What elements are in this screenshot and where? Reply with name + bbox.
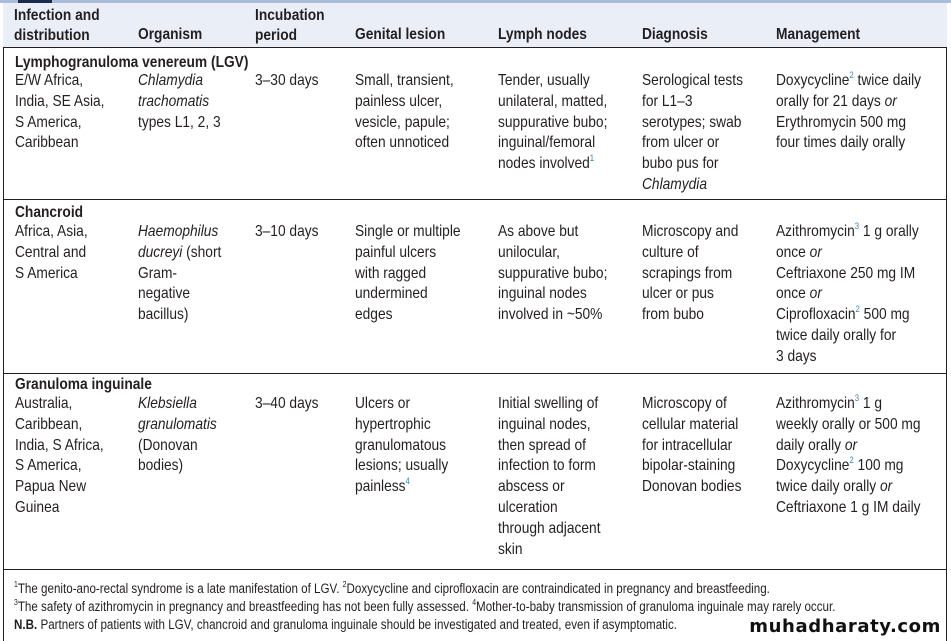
footnote-marker: 1 [14,580,18,589]
text-line: weekly orally or 500 mg [776,415,921,433]
section-title: Chancroid [15,204,84,221]
text-line: with ragged [355,264,427,282]
text-line: painful ulcers [355,243,437,261]
text-line: trachomatis [138,92,210,110]
text-run: Azithromycin [776,395,855,412]
text-line: Central and [15,243,87,261]
text-line: Caribbean, [15,415,83,433]
text-run: Azithromycin [776,223,855,240]
text-line: inguinal nodes [498,285,587,303]
section-lgv [3,48,947,200]
text-line: serotypes; swab [642,113,742,131]
text-run: Doxycycline [776,72,850,89]
text-run: Ciprofloxacin [776,306,856,324]
section-title: Lymphogranuloma venereum (LGV) [15,54,249,71]
text-line: ulceration [498,498,558,516]
text-run: 500 mg [859,306,910,324]
text-line: granulomatis [138,415,217,433]
text-line: Tender, usually [498,72,590,89]
text-line: S America [15,264,78,282]
text-line: nodes involved [498,155,590,173]
text-run: orally for 21 days [776,92,885,110]
nb-label: N.B. [14,617,38,632]
footnote-line-2 [14,598,835,616]
cell-diagnosis [642,222,738,326]
text-line: suppurative bubo; [498,113,608,131]
footnote-text: The genito-ano-rectal syndrome is a late manifestation of LGV. [17,581,343,596]
text-run: once [776,243,810,261]
header-line: period [255,26,298,44]
text-run: daily orally [776,436,845,454]
text-line: four times daily orally [776,134,906,152]
cell-distribution [15,71,104,154]
text-run: or [809,243,822,261]
text-run: 1 g orally [859,223,919,240]
text-line: Haemophilus [138,223,219,240]
footnote-ref: 2 [849,70,854,80]
text-line: abscess or [498,478,565,496]
text-line: Gram- [138,264,177,282]
text-line: suppurative bubo; [498,264,608,282]
text-line: inguinal nodes, [498,415,591,433]
text-line: twice daily orally for [776,326,897,344]
text-line: scrapings from [642,264,733,282]
cell-distribution [15,394,104,519]
cell-diagnosis [642,394,741,498]
cell-management [776,222,919,368]
text-line: Microscopy of [642,395,727,412]
footnote-ref: 4 [405,476,410,487]
text-line: granulomatous [355,436,447,454]
footnote-marker: 4 [472,598,477,607]
text-line: unilocular, [498,243,560,261]
header-diagnosis: Diagnosis [642,26,708,43]
text-line: vesicle, papule; [355,113,450,131]
header-line: Incubation [255,7,325,24]
text-line: Serological tests [642,72,743,89]
text-line: bodies) [138,457,184,475]
text-line: Australia, [15,395,73,412]
text-line: often unnoticed [355,134,450,152]
text-line: inguinal/femoral [498,134,596,152]
text-run: ducreyi [138,243,183,261]
text-line: Single or multiple [355,223,461,240]
text-line: involved in ~50% [498,306,603,324]
cell-lymph-nodes [498,71,607,175]
cell-lymph-nodes [498,222,607,326]
header-management: Management [776,26,861,43]
cell-management [776,394,921,519]
text-line: for intracellular [642,436,733,454]
text-line: S America, [15,113,82,131]
cell-genital-lesion [355,71,454,154]
text-run: 1 g [859,395,883,412]
header-organism: Organism [138,26,203,43]
header-line: Infection and [14,7,100,24]
cell-genital-lesion [355,222,461,326]
section-granuloma-inguinale [3,374,947,570]
cell-incubation: 3–40 days [255,395,319,412]
footnote-text: The safety of azithromycin in pregnancy and breastfeeding has not been fully assessed. [17,599,473,614]
cell-organism [138,71,221,133]
text-run: twice daily [853,72,922,89]
text-run: 100 mg [853,457,904,475]
text-line: Guinea [15,498,60,516]
footnote-ref: 3 [854,221,860,231]
cell-organism [138,394,217,477]
text-line: painless [355,478,406,496]
text-line: Papua New [15,478,87,496]
text-line: Klebsiella [138,395,197,412]
text-line: Chlamydia [642,175,708,193]
cell-lymph-nodes [498,394,601,560]
cell-distribution [15,222,88,284]
text-line: Donovan bodies [642,478,742,496]
text-line: 3 days [776,347,817,365]
text-line: edges [355,306,393,324]
text-line: negative [138,285,191,303]
text-line: Ceftriaxone 250 mg IM [776,264,916,282]
header-line: distribution [14,26,90,44]
cell-diagnosis [642,71,743,196]
cell-incubation: 3–30 days [255,72,319,89]
text-line: hypertrophic [355,415,431,433]
footnote-ref: 2 [855,304,860,315]
text-line: ulcer or pus [642,285,714,303]
text-run: (short [182,243,222,261]
text-line: then spread of [498,436,586,454]
cell-genital-lesion [355,394,448,498]
text-line: types L1, 2, 3 [138,113,221,131]
text-line: Small, transient, [355,72,454,89]
text-line: As above but [498,223,579,240]
cell-incubation: 3–10 days [255,223,319,240]
header-lymph-nodes: Lymph nodes [498,26,587,43]
cell-management [776,71,921,154]
text-line: cellular material [642,415,739,433]
text-line: Ceftriaxone 1 g IM daily [776,498,921,516]
text-line: from ulcer or [642,134,720,152]
text-run: once [776,285,810,303]
text-line: skin [498,540,523,558]
text-line: Erythromycin 500 mg [776,113,907,131]
text-line: Africa, Asia, [15,223,88,240]
text-line: culture of [642,243,699,261]
text-line: India, S Africa, [15,436,104,454]
footnote-text: Mother-to-baby transmission of granuloma inguinale may rarely occur. [476,599,836,614]
text-line: bipolar-staining [642,457,736,475]
text-line: unilateral, matted, [498,92,608,110]
footnote-text: Doxycycline and ciprofloxacin are contraindicated in pregnancy and breastfeeding. [346,581,770,596]
text-line: India, SE Asia, [15,92,105,110]
section-title: Granuloma inguinale [15,376,152,393]
text-run: or [844,436,858,454]
footnote-ref: 3 [854,393,860,403]
text-line: Initial swelling of [498,395,599,412]
cell-organism [138,222,221,326]
text-line: for L1–3 [642,92,693,110]
header-infection-distribution [14,6,100,45]
text-run: or [884,92,897,110]
text-line: bacillus) [138,306,189,324]
footnote-nb [14,616,677,634]
text-line: from bubo [642,306,704,324]
text-line: Ulcers or [355,395,411,412]
text-line: Microscopy and [642,223,739,240]
nb-text: Partners of patients with LGV, chancroid and granuloma inguinale should be investigated and treated, even if asymptomatic. [37,617,678,632]
footnote-line-1 [14,580,770,598]
text-line: lesions; usually [355,457,449,475]
footnote-marker: 3 [14,598,18,607]
text-line: painless ulcer, [355,92,443,110]
text-run: or [880,478,893,496]
watermark-logo: muhadharaty.com [749,616,941,637]
text-line: S America, [15,457,82,475]
footnote-ref: 1 [589,153,595,164]
footnote-marker: 2 [342,580,347,589]
text-run: Doxycycline [776,457,850,475]
text-line: Chlamydia [138,72,204,89]
text-line: through adjacent [498,519,601,537]
text-line: (Donovan [138,436,198,454]
text-run: twice daily orally [776,478,881,496]
section-chancroid [3,200,947,374]
table-header [3,3,947,48]
footnote-ref: 2 [849,455,854,466]
text-run: or [809,285,822,303]
text-line: infection to form [498,457,596,475]
header-incubation-period [255,6,325,45]
text-line: Caribbean [15,134,79,152]
header-genital-lesion: Genital lesion [355,26,446,43]
text-line: undermined [355,285,428,303]
text-line: E/W Africa, [15,72,84,89]
text-line: bubo pus for [642,155,719,173]
